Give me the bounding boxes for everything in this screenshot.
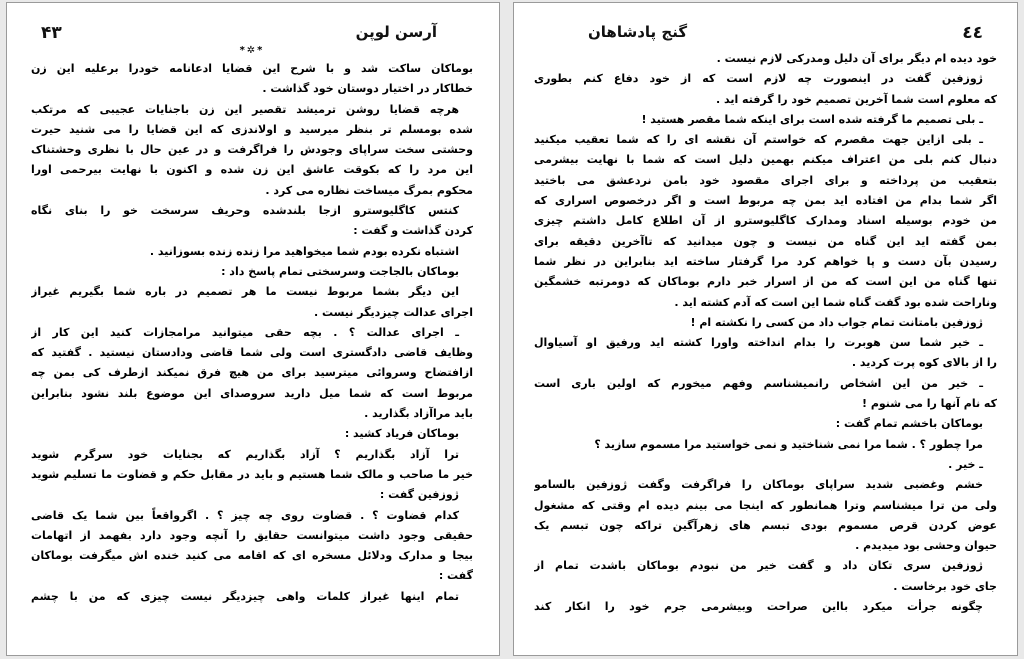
text-line: اشتباه نکرده بودم شما میخواهید مرا زنده زنده بسوزانید . — [149, 244, 459, 258]
text-line: خشم وغضبی شدید سراپای بوماکان را فراگرفت وگفت ژوزفین بالسامو — [534, 478, 983, 492]
text-line: ـ اجرای عدالت ؟ . بچه حقی میتوانید مرامجازات کنید این کار از — [31, 325, 459, 339]
text-line: که معلوم است شما آخرین تصمیم خود را گرفته اید . — [715, 92, 997, 106]
text-line: حقیقی وجود داشت میتوانست حقایق را آنچه وجود دارد بفهمد از اتهامات — [31, 528, 473, 542]
text-line: بیجا و مدارک ودلائل مسخره ای که اقامه می کنید خنده اش میگرفت بوماکان — [31, 549, 473, 563]
text-line: ژوزفین سری تکان داد و گفت خیر من نبودم بوماکان باشدت تمام از — [534, 559, 983, 573]
text-line: شده بومسلم تر بنظر میرسید و اولاندزی که این قضایا را می شنید حیرت — [31, 122, 473, 136]
text-line: حیوان وحشی بود میدیدم . — [855, 539, 997, 553]
text-line: وناراحت شده بود گفت گناه شما این است که آدم کشته اید . — [674, 295, 997, 309]
right-page — [513, 2, 1018, 656]
text-line: بوماکان فریاد کشید : — [344, 427, 459, 441]
left-page-body — [31, 43, 473, 651]
text-line: بمن گفته اید این گناه من نیست و چون میدانید که تاآخرین دقیقه برای — [534, 234, 997, 248]
text-line: بوماکان ساکت شد و با شرح این قضایا ادعانامه خودرا برعلیه این زن — [31, 62, 473, 75]
text-line: ترا آزاد بگذاریم ؟ آزاد بگذاریم که بجنایات خود سرگرم شوید — [31, 447, 459, 461]
text-line: ـ بلی تصمیم ما گرفته شده است برای اینکه شما مقصر هستید ! — [641, 112, 983, 126]
text-line: دنبال کنم بلی من اعتراف میکنم بهمین دلیل است که شما با نهایت بیشرمی — [534, 153, 997, 167]
text-line: را از بالای کوه پرت کردید . — [851, 356, 997, 370]
text-line: باید مراآزاد بگذارید . — [364, 407, 473, 421]
text-line: ـ خیر . — [948, 457, 983, 471]
text-line: چگونه جرأت میکرد بااین صراحت وبیشرمی جرم خود را انکار کند — [534, 600, 983, 614]
text-line: ـ بلی ازاین جهت مقصرم که خواستم آن نقشه ای را که شما تعقیب میکنید — [534, 133, 983, 147]
left-page — [6, 2, 500, 656]
text-line: بتعقیب من پرداخته و برای اجرای مقصود خود بامن نردعشق می باختید — [534, 173, 997, 187]
text-line: اگر شما بدام من افتاده اید بمن چه مربوط است و اگر درخصوص اسراری که — [534, 194, 997, 208]
right-page-number: ٤٤ — [962, 23, 983, 43]
text-line: محکوم بمرگ میساخت نظاره می کرد . — [265, 183, 473, 197]
text-line: ژوزفین بامتانت تمام جواب داد من کسی را نکشته ام ! — [690, 315, 983, 329]
text-line: ازافتضاح وسروائی میترسید برای من هیچ فرق نمیکند ازطرف کی بمن چه — [31, 366, 473, 380]
text-line: این مرد را که بکوقت عاشق این زن شده و اکنون با نهایت بیرحمی اورا — [31, 163, 473, 177]
text-line: تمام اینها غیراز کلمات واهی چیزدیگر نیست چیزی که من با چشم — [31, 589, 459, 603]
text-line: اجرای عدالت چیزدیگر نیست . — [313, 305, 473, 319]
text-line: من خودم بوسیله اسناد ومدارک کاگلیوسترو از آن اطلاع کامل داشتم چیزی — [534, 214, 997, 228]
left-running-title: آرسن لوپن — [355, 23, 437, 41]
text-line: که نام آنها را می شنوم ! — [862, 397, 997, 411]
text-line: کردن گذاشت و گفت : — [353, 224, 473, 238]
section-ornament: *✲* — [239, 45, 265, 56]
left-page-number: ۴۳ — [41, 23, 62, 43]
text-line: خود دیده ام دیگر برای آن دلیل ومدرکی لازم نیست . — [716, 52, 997, 65]
text-line: مربوط است که شما میل دارید سروصدای این موضوع بلند نشود بنابراین — [31, 386, 473, 400]
text-line: خطاکار در اختیار دوستان خود گذاشت . — [262, 82, 473, 96]
text-line: ژوزفین گفت : — [379, 488, 459, 502]
text-line: وظایف قاضی دادگستری است ولی شما قاضی ودادستان نیستید . گفتید که — [31, 346, 473, 360]
text-line: رسیدن بآن دست و پا خواهم کرد مرا گرفتار ساخته اید بنابراین در نظر شما — [534, 254, 997, 268]
text-line: مرا چطور ؟ . شما مرا نمی شناختید و نمی خواستید مرا مسموم سازید ؟ — [594, 437, 983, 451]
text-line: ولی من ترا میشناسم وترا همانطور که اینجا می بینم دیده ام وقتی که مشغول — [534, 498, 997, 512]
text-line: وحشتی سخت سراپای وجودش را فراگرفت و در عین حال با نظری وحشتناک — [31, 143, 473, 157]
text-line: کنتس کاگلیوسترو ازجا بلندشده وحریف سرسخت خو را بنای نگاه — [31, 204, 459, 218]
text-line: گفت : — [438, 569, 473, 583]
text-line: جای خود برخاست . — [893, 579, 997, 593]
right-page-body — [534, 49, 997, 651]
text-line: تنها گناه من این است که من از اسرار خبر دارم بوماکان که دومرتبه خشمگین — [534, 275, 997, 289]
text-line: هرچه قضایا روشن ترمیشد تقصیر این زن باجنایات عجیبی که مرتکب — [31, 102, 459, 116]
text-line: بوماکان بالجاجت وسرسختی تمام پاسخ داد : — [221, 264, 459, 278]
text-line: ژوزفین گفت در اینصورت چه لازم است که از خود دفاع کنم بطوری — [534, 72, 983, 86]
text-line: عوض کردن قرص مسموم بودی تبسم های زهرآگین تراکه چون تبسم یک — [534, 518, 997, 532]
text-line: کدام قضاوت ؟ . قضاوت روی چه چیز ؟ . اگرواقعاً بین شما یک قاضی — [31, 508, 459, 522]
text-line: این دیگر بشما مربوط نیست ما هر تصمیم در باره شما بگیریم غیراز — [31, 285, 459, 299]
text-line: خیر ما صاحب و مالک شما هستیم و باید در مقابل حکم و قضاوت ما تسلیم شوید — [31, 467, 473, 481]
text-line: ـ خیر من این اشخاص رانمیشناسم وفهم میخورم که اولین باری است — [534, 376, 983, 390]
right-page-header — [548, 23, 983, 47]
right-running-title: گنج پادشاهان — [588, 23, 688, 41]
text-line: ـ خیر شما سن هوبرت را بدام انداخته واورا کشته اید ورفیق او آسیاوال — [534, 336, 983, 350]
text-line: بوماکان باخشم تمام گفت : — [835, 417, 983, 431]
